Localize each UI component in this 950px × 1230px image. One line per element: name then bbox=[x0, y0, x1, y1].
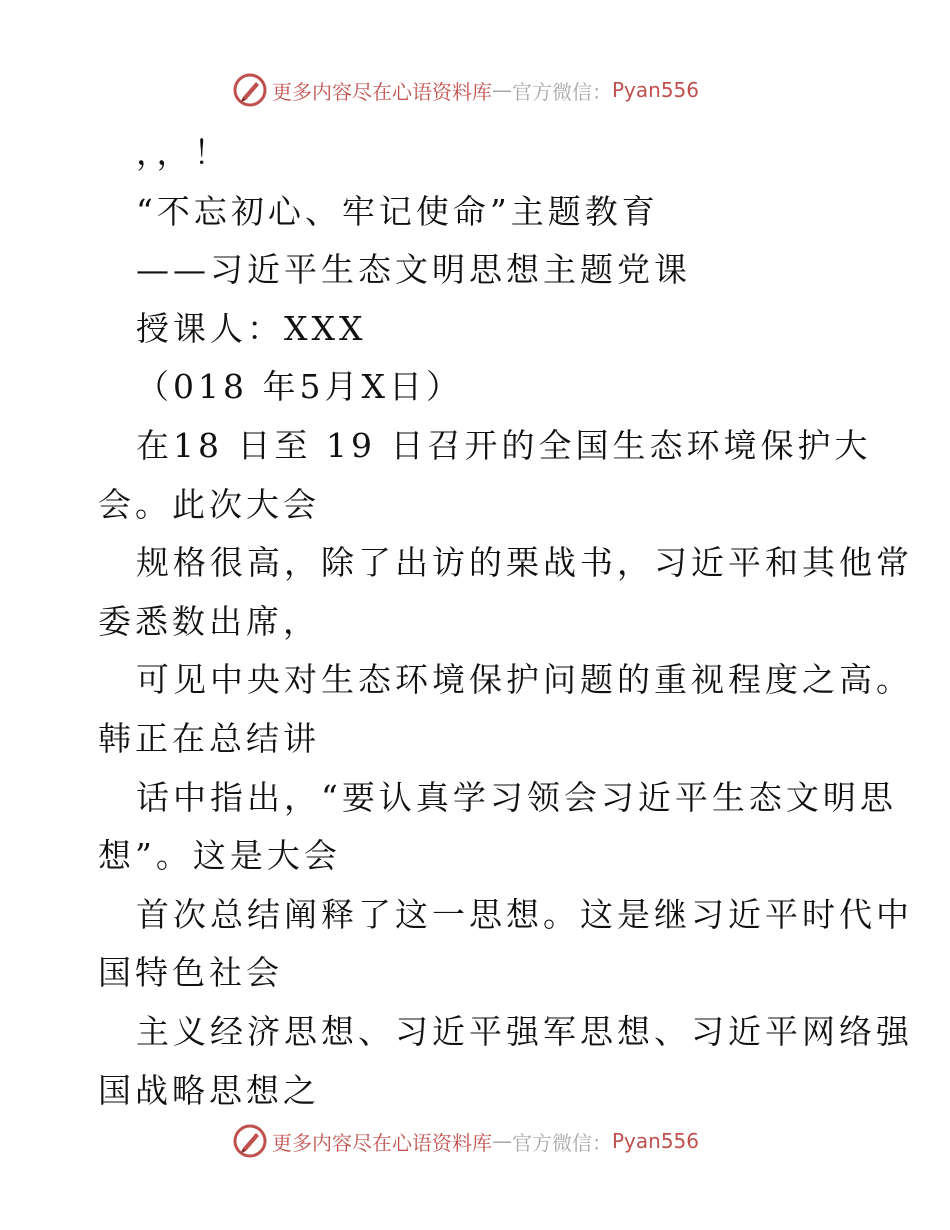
text-line: 国战略思想之 bbox=[98, 1070, 320, 1110]
text-line: 主义经济思想、习近平强军思想、习近平网络强 bbox=[136, 1011, 913, 1051]
text-line: 韩正在总结讲 bbox=[98, 718, 320, 758]
text-line: 规格很高，除了出访的栗战书，习近平和其他常 bbox=[136, 543, 913, 583]
text-line: 委悉数出席， bbox=[98, 601, 320, 641]
watermark-wechat-account: Pyan556 bbox=[612, 1129, 700, 1153]
watermark-wechat-label: 官方微信： bbox=[512, 79, 612, 104]
watermark-wechat-account: Pyan556 bbox=[612, 78, 700, 102]
header-watermark bbox=[232, 70, 732, 110]
text-line: 在18 日至 19 日召开的全国生态环境保护大 bbox=[136, 425, 872, 465]
text-line: 想”。这是大会 bbox=[98, 836, 341, 876]
watermark-wechat-label: 官方微信： bbox=[512, 1130, 612, 1155]
text-line: ——习近平生态文明思想主题党课 bbox=[136, 250, 691, 290]
text-line: 话中指出，“要认真学习领会习近平生态文明思 bbox=[136, 777, 897, 817]
watermark-site-name: 更多内容尽在心语资料库 bbox=[272, 79, 492, 104]
pen-logo-icon bbox=[232, 1123, 268, 1159]
text-line: “不忘初心、牢记使命”主题教育 bbox=[136, 191, 659, 231]
text-line: 会。此次大会 bbox=[98, 484, 320, 524]
pen-logo-icon bbox=[232, 72, 268, 108]
text-line: ，，！ bbox=[136, 133, 231, 172]
text-line: 国特色社会 bbox=[98, 953, 283, 993]
watermark-separator: — bbox=[492, 1129, 512, 1153]
document-body bbox=[98, 124, 913, 1120]
text-line: 首次总结阐释了这一思想。这是继习近平时代中 bbox=[136, 894, 913, 934]
text-line: 可见中央对生态环境保护问题的重视程度之高。 bbox=[136, 660, 913, 700]
footer-watermark bbox=[232, 1121, 732, 1161]
text-line: 授课人：XXX bbox=[136, 308, 367, 348]
watermark-site-name: 更多内容尽在心语资料库 bbox=[272, 1130, 492, 1155]
text-line: （018 年5月X日） bbox=[136, 367, 463, 407]
watermark-separator: — bbox=[492, 78, 512, 102]
